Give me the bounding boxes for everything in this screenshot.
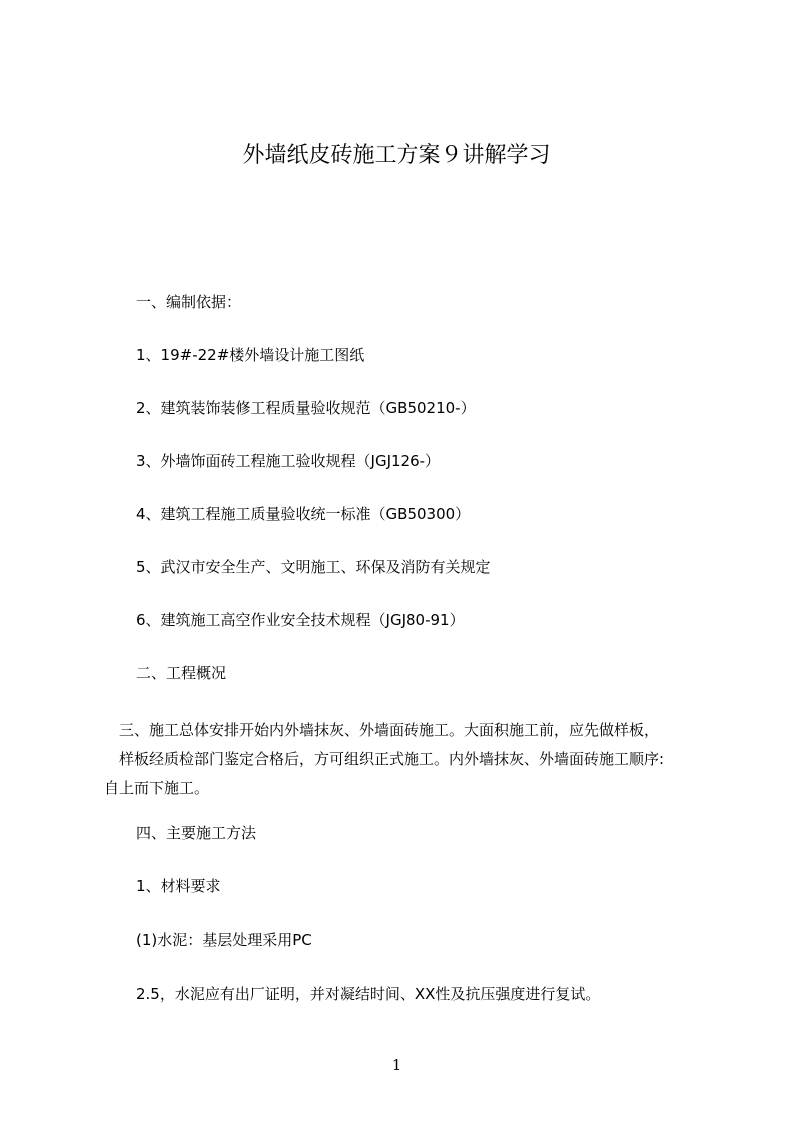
- document-title: 外墙纸皮砖施工方案９讲解学习: [242, 143, 551, 168]
- basis-item-3: 3、外墙饰面砖工程施工验收规程（JGJ126-）: [136, 452, 441, 470]
- basis-item-2: 2、建筑装饰装修工程质量验收规范（GB50210-）: [136, 399, 476, 417]
- section-heading-basis: 一、编制依据：: [136, 293, 242, 311]
- page-number: 1: [391, 1056, 402, 1074]
- paragraph-line: 自上而下施工。: [104, 779, 210, 797]
- material-cement-detail: 2.5，水泥应有出厂证明，并对凝结时间、XX性及抗压强度进行复试。: [136, 985, 601, 1003]
- basis-item-5: 5、武汉市安全生产、文明施工、环保及消防有关规定: [136, 558, 491, 576]
- paragraph-line: 三、施工总体安排开始内外墙抹灰、外墙面砖施工。大面积施工前，应先做样板，: [104, 721, 660, 739]
- section-heading-methods: 四、主要施工方法: [136, 824, 257, 842]
- section-heading-overview: 二、工程概况: [136, 664, 227, 682]
- construction-arrangement-paragraph: [104, 716, 704, 803]
- material-cement: (1)水泥：基层处理采用PC: [136, 931, 312, 949]
- basis-item-6: 6、建筑施工高空作业安全技术规程（JGJ80-91）: [136, 611, 465, 629]
- subsection-materials: 1、材料要求: [136, 877, 221, 895]
- basis-item-4: 4、建筑工程施工质量验收统一标准（GB50300）: [136, 505, 471, 523]
- paragraph-line: 样板经质检部门鉴定合格后，方可组织正式施工。内外墙抹灰、外墙面砖施工顺序:: [104, 750, 665, 768]
- basis-item-1: 1、19#-22#楼外墙设计施工图纸: [136, 346, 365, 364]
